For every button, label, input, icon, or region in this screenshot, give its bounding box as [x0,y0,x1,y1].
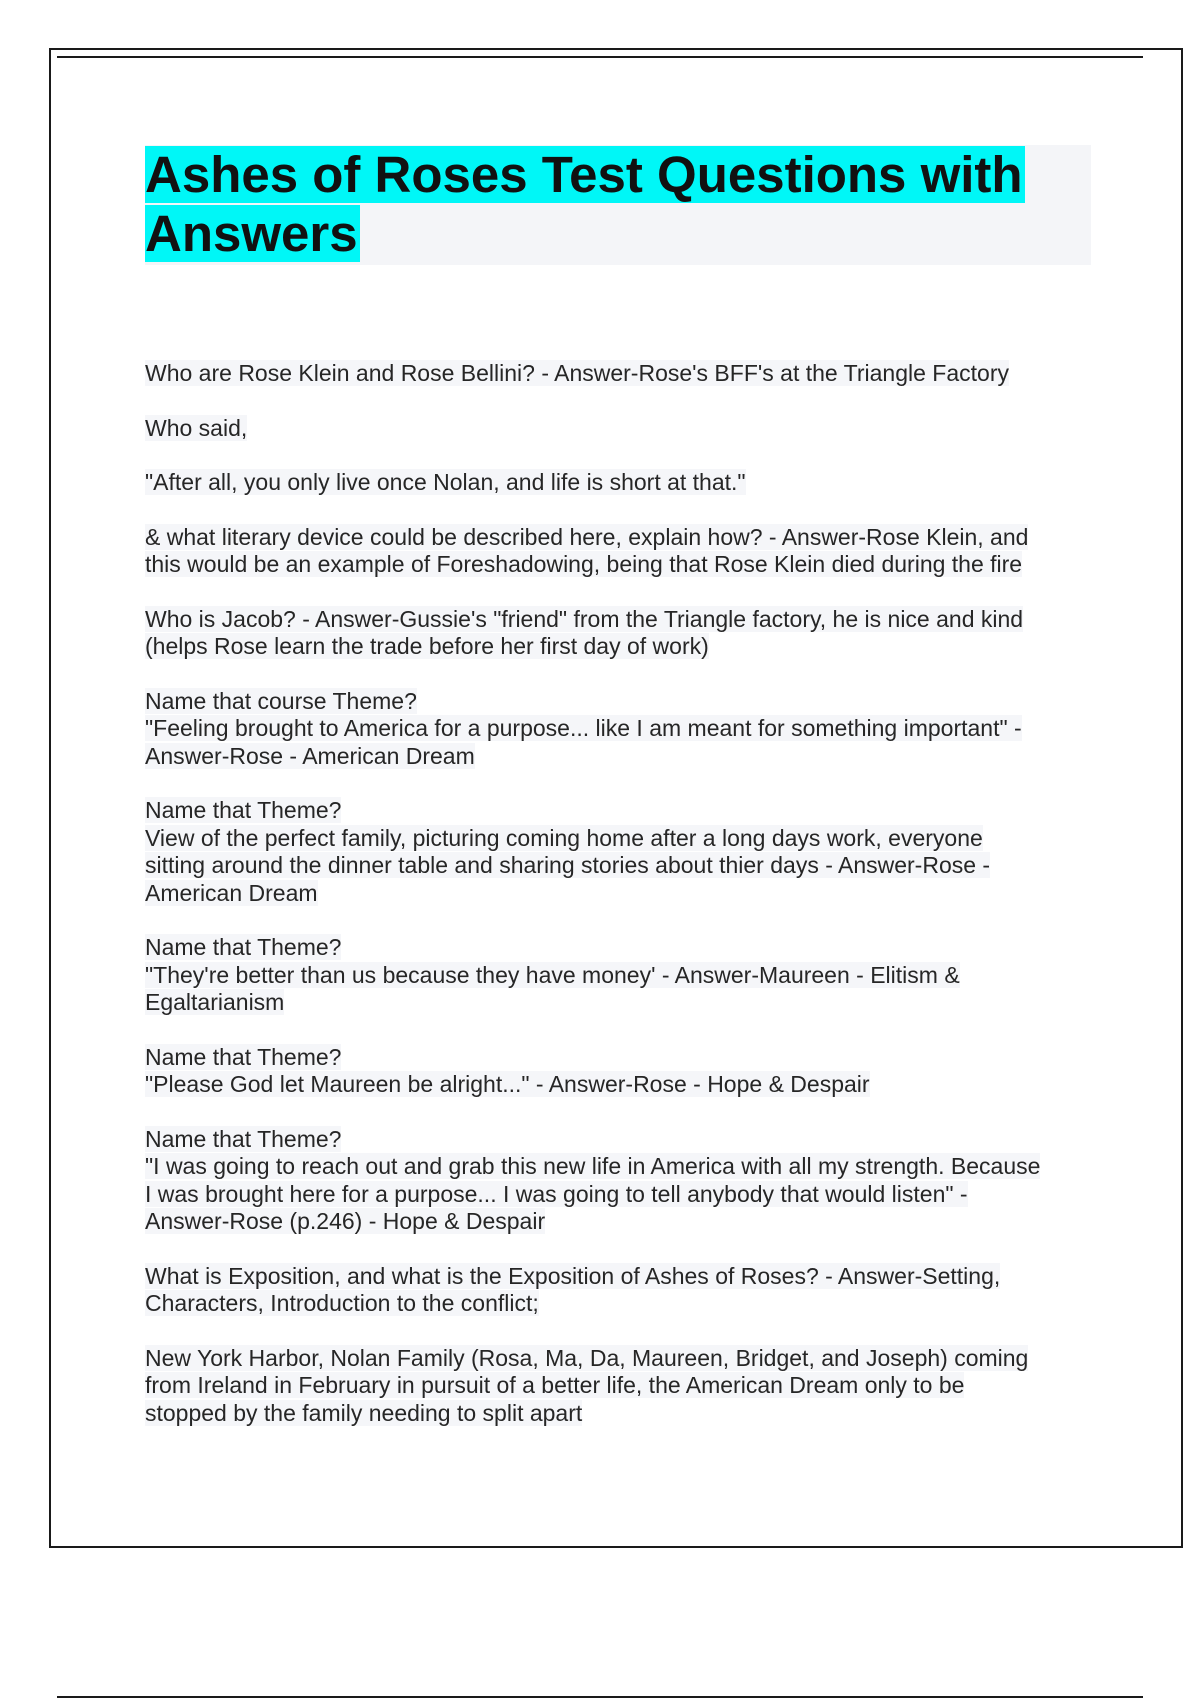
qa-line-text: sitting around the dinner table and sharing stories about thier days - Answer-Rose - [145,852,991,878]
qa-line-text: View of the perfect family, picturing coming home after a long days work, everyone [145,824,983,851]
qa-item [145,415,1090,443]
qa-line-text: from Ireland in February in pursuit of a better life, the American Dream only to be [145,1372,965,1398]
qa-item [145,469,1090,497]
qa-line [145,1290,1090,1318]
qa-line-text: New York Harbor, Nolan Family (Rosa, Ma, Da, Maureen, Bridget, and Joseph) coming [145,1344,1029,1371]
qa-line-text: "They're better than us because they have money' - Answer-Maureen - Elitism & [145,961,960,988]
qa-line-text: Name that Theme? [145,1125,342,1152]
qa-line [145,633,1090,661]
qa-line [145,524,1090,552]
qa-line-text: Characters, Introduction to the conflict; [145,1290,539,1316]
qa-line-text: American Dream [145,879,318,906]
qa-line-text: Name that Theme? [145,1043,342,1070]
qa-line-text: I was brought here for a purpose... I was going to tell anybody that would listen" - [145,1180,968,1207]
qa-line-text: & what literary device could be described here, explain how? - Answer-Rose Klein, and [145,523,1029,550]
bottom-rule [57,1696,1143,1698]
qa-line [145,688,1090,716]
qa-line-text: Name that course Theme? [145,687,417,714]
qa-line [145,1153,1090,1181]
qa-line [145,880,1090,908]
qa-line-text: Name that Theme? [145,934,342,960]
qa-line [145,1345,1090,1373]
qa-line-text: What is Exposition, and what is the Exposition of Ashes of Roses? - Answer-Setting, [145,1262,1001,1289]
qa-line-text: this would be an example of Foreshadowing, being that Rose Klein died during the fire [145,551,1023,577]
qa-line [145,415,1090,443]
qa-line [145,551,1090,579]
qa-line-text: (helps Rose learn the trade before her first day of work) [145,633,709,659]
qa-line-text: Answer-Rose (p.246) - Hope & Despair [145,1208,546,1234]
qa-line [145,360,1090,388]
qa-line [145,1263,1090,1291]
qa-line [145,825,1090,853]
top-rule [57,56,1143,58]
qa-item [145,606,1090,661]
qa-line-text: stopped by the family needing to split apart [145,1399,583,1426]
qa-item [145,688,1090,771]
qa-line-text: Name that Theme? [145,797,342,823]
qa-line-text: Who are Rose Klein and Rose Bellini? - Answer-Rose's BFF's at the Triangle Factory [145,360,1009,386]
qa-line-text: Egaltarianism [145,989,285,1015]
qa-item [145,797,1090,907]
qa-line [145,1181,1090,1209]
qa-line [145,1400,1090,1428]
qa-item [145,1044,1090,1099]
qa-line [145,469,1090,497]
qa-item [145,524,1090,579]
qa-line-text: Who is Jacob? - Answer-Gussie's "friend" from the Triangle factory, he is nice and kind [145,605,1024,632]
qa-item [145,1126,1090,1236]
qa-line-text: Who said, [145,414,248,441]
qa-line [145,797,1090,825]
qa-line [145,934,1090,962]
title-line: Ashes of Roses Test Questions with [145,146,1023,203]
title-block [145,145,1091,265]
qa-line-text: "Feeling brought to America for a purpose... like I am meant for something important" - [145,715,1022,741]
document-title [145,145,1091,263]
qa-line [145,1126,1090,1154]
qa-line-text: "After all, you only live once Nolan, and life is short at that." [145,469,746,495]
qa-line [145,1372,1090,1400]
qa-line [145,606,1090,634]
title-line: Answers [145,205,358,262]
qa-line [145,743,1090,771]
qa-line-text: "I was going to reach out and grab this new life in America with all my strength. Because [145,1153,1041,1179]
qa-line [145,1208,1090,1236]
qa-line-text: "Please God let Maureen be alright..." - Answer-Rose - Hope & Despair [145,1071,870,1097]
qa-item [145,360,1090,388]
qa-item [145,934,1090,1017]
qa-line [145,1044,1090,1072]
qa-line [145,989,1090,1017]
qa-list [145,360,1090,1454]
qa-item [145,1345,1090,1428]
qa-line [145,715,1090,743]
qa-item [145,1263,1090,1318]
qa-line [145,1071,1090,1099]
qa-line [145,852,1090,880]
qa-line [145,962,1090,990]
qa-line-text: Answer-Rose - American Dream [145,742,475,769]
